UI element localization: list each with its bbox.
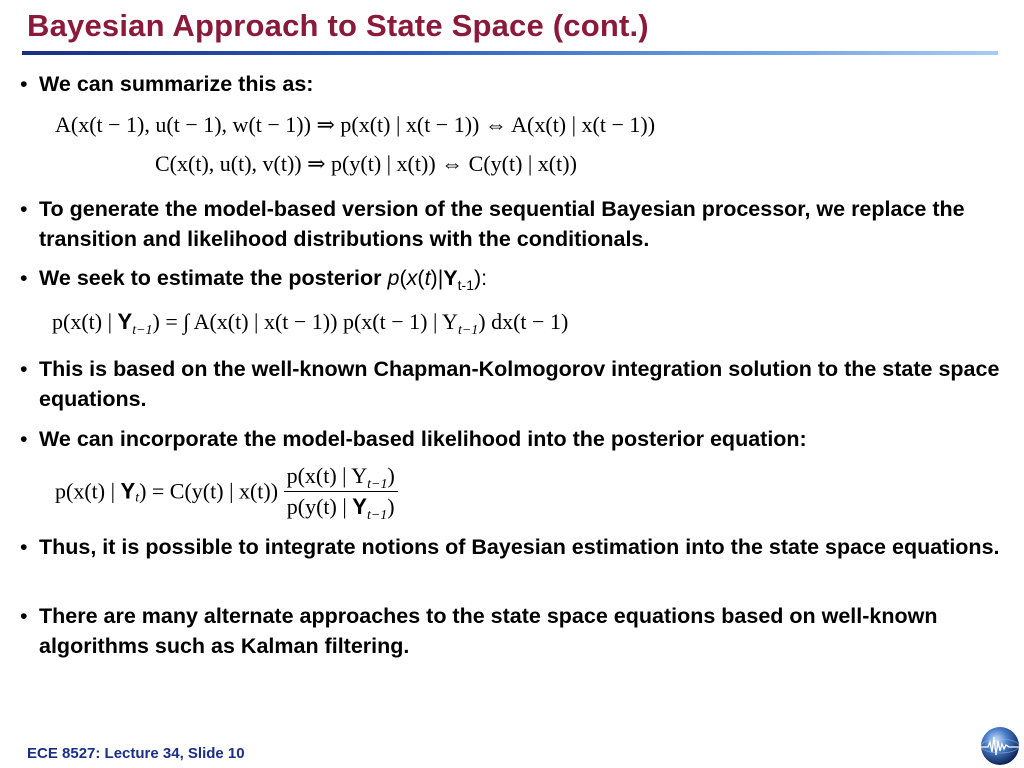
bullet-3-lead: We seek to estimate the posterior [39, 266, 388, 290]
bullet-5 [20, 424, 1010, 454]
bullet-3 [20, 263, 1010, 293]
equation-measurement: C(x(t), u(t), v(t)) ⇒ p(y(t) | x(t)) ⇔ C(y(t) | x(t)) [155, 151, 577, 176]
bullet-2-text: To generate the model-based version of the sequential Bayesian processor, we replace the transition and likelihood distributions with the conditionals. [39, 197, 965, 251]
bullet-7-text: There are many alternate approaches to the state space equations based on well-known algorithms such as Kalman filtering. [39, 604, 938, 658]
bullet-5-text: We can incorporate the model-based likelihood into the posterior equation: [39, 427, 807, 451]
bullet-dot: • [20, 197, 28, 221]
bullet-dot: • [20, 72, 28, 96]
title-underline [22, 51, 998, 55]
bullet-4 [20, 354, 1010, 414]
bullet-dot: • [20, 357, 28, 381]
bullet-7 [20, 601, 1010, 661]
equation-posterior: p(x(t) | $Y_t) = C(y(t)$ | x(t)) $\frac{p(x(t) | Y_{t-1})}{p(y(t) | Y_{t-1})}$ [55, 461, 398, 522]
equation-transition: A(x(t − 1), u(t − 1), w(t − 1)) ⇒ p(x(t) | x(t − 1)) ⇔ A(x(t) | x(t − 1)) [55, 112, 656, 137]
posterior-fraction [284, 461, 398, 522]
bullet-dot: • [20, 427, 28, 451]
bullet-2 [20, 194, 1010, 254]
fraction-denominator: p(y(t) | $Y_{t-1}$) [286, 494, 395, 523]
globe-waveform-icon [979, 725, 1021, 767]
bullet-1 [20, 69, 1010, 99]
bullet-3-text: We seek to estimate the posterior $p(x(t)|Y_{t-1})$: [39, 266, 488, 293]
bullet-6-text: Thus, it is possible to integrate notions of Bayesian estimation into the state space equations. [39, 535, 1000, 559]
bullet-dot: • [20, 604, 28, 628]
bullet-dot: • [20, 266, 28, 290]
slide-footer: ECE 8527: Lecture 34, Slide 10 [27, 745, 245, 762]
bullet-dot: • [20, 535, 28, 559]
equation-chapman-kolmogorov: p(x(t) | $Y_{t-1}$) = ∫ A(x(t) | x(t − 1)) p(x(t − 1) | $Y_{t-1}$) dx(t − 1) [52, 309, 569, 338]
fraction-numerator: p(x(t) | $Y_{t-1}$) [284, 461, 398, 492]
bullet-4-text: This is based on the well-known Chapman-Kolmogorov integration solution to the state space equations. [39, 357, 1000, 411]
slide-title: Bayesian Approach to State Space (cont.) [27, 8, 649, 43]
bullet-6 [20, 532, 1010, 562]
bullet-1-text: We can summarize this as: [39, 72, 314, 96]
